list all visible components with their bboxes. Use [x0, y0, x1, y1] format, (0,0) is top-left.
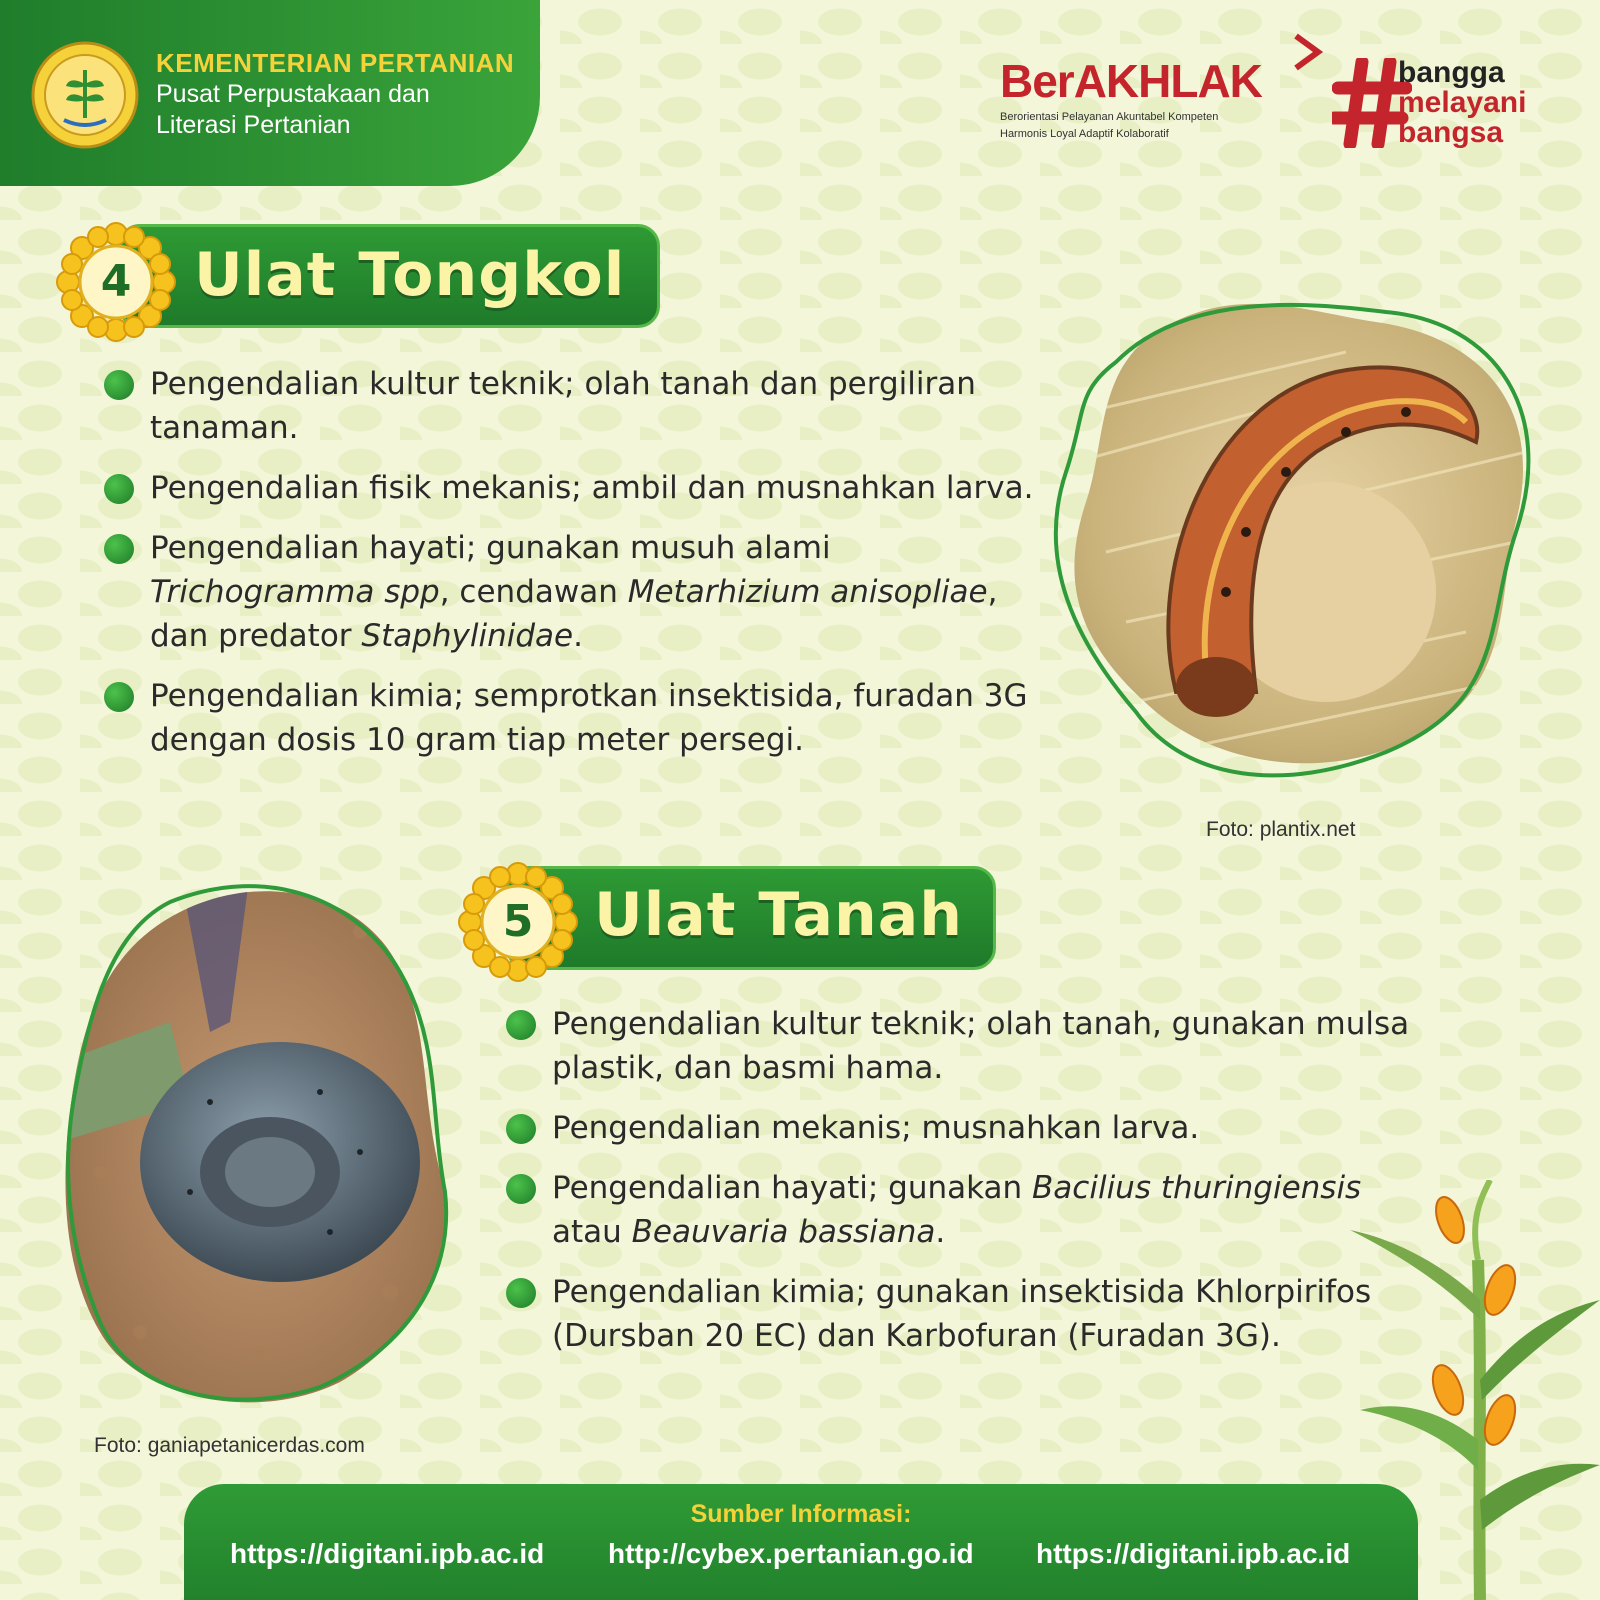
section5-photo-credit: Foto: ganiapetanicerdas.com: [94, 1434, 365, 1457]
item-text: Pengendalian mekanis; musnahkan larva.: [552, 1110, 1200, 1146]
list-item: [104, 526, 1054, 658]
list-item: [506, 1106, 1426, 1150]
bullet-dot-icon: [506, 1010, 536, 1040]
item-text: Pengendalian kultur teknik; olah tanah, gunakan mulsa plastik, dan basmi hama.: [552, 1006, 1410, 1086]
bullet-dot-icon: [104, 370, 134, 400]
source-link-3[interactable]: https://digitani.ipb.ac.id: [1036, 1538, 1351, 1569]
bullet-dot-icon: [104, 682, 134, 712]
chevron-icon: [1290, 32, 1326, 72]
list-item: [104, 362, 1054, 450]
ulat-tongkol-photo: [1046, 292, 1566, 802]
organization-name: [156, 48, 514, 141]
bullet-dot-icon: [506, 1114, 536, 1144]
org-unit-line1: Pusat Perpustakaan dan: [156, 80, 430, 108]
item-text: atau: [552, 1214, 632, 1250]
item-text: Pengendalian hayati; gunakan: [552, 1170, 1033, 1206]
berakhlak-word: BerAKHLAK: [1000, 55, 1262, 107]
section4-number: 4: [100, 256, 132, 307]
list-item: [104, 674, 1054, 762]
ulat-tanah-photo: [60, 872, 460, 1422]
item-text: Pengendalian kultur teknik; olah tanah dan pergiliran tanaman.: [150, 366, 976, 446]
ministry-logo: [30, 40, 140, 150]
species-name: Metarhizium anisopliae: [627, 574, 988, 610]
species-name: Trichogramma spp: [150, 574, 440, 610]
berakhlak-sub2: Harmonis Loyal Adaptif Kolaboratif: [1000, 128, 1169, 140]
bullet-dot-icon: [104, 474, 134, 504]
bangga-line3: bangsa: [1398, 116, 1504, 149]
section5-number: 5: [502, 896, 534, 947]
section5-title: Ulat Tanah: [594, 880, 963, 950]
item-text: .: [573, 618, 583, 654]
bangga-line2: melayani: [1398, 86, 1527, 119]
source-link-2[interactable]: http://cybex.pertanian.go.id: [608, 1538, 974, 1569]
species-name: Bacilius thuringiensis: [1032, 1170, 1362, 1206]
bullet-dot-icon: [104, 534, 134, 564]
berakhlak-logo: [1000, 54, 1262, 142]
list-item: [506, 1166, 1426, 1254]
sources-label: Sumber Informasi:: [690, 1500, 912, 1528]
species-name: Beauvaria bassiana: [631, 1214, 936, 1250]
bangga-line1: bangga: [1398, 56, 1505, 89]
item-text: Pengendalian hayati; gunakan musuh alami: [150, 530, 831, 566]
species-name: Staphylinidae: [361, 618, 574, 654]
item-text: Pengendalian kimia; gunakan insektisida Khlorpirifos (Dursban 20 EC) dan Karbofuran (Furadan 3G).: [552, 1274, 1372, 1354]
item-text: , dan predator: [150, 574, 998, 654]
org-ministry: KEMENTERIAN PERTANIAN: [156, 48, 515, 78]
section4-title: Ulat Tongkol: [194, 240, 626, 310]
list-item: [506, 1270, 1426, 1358]
item-text: .: [935, 1214, 946, 1250]
section4-photo-credit: Foto: plantix.net: [1206, 818, 1356, 841]
item-text: Pengendalian kimia; semprotkan insektisida, furadan 3G dengan dosis 10 gram tiap meter persegi.: [150, 678, 1028, 758]
berakhlak-sub1: Berorientasi Pelayanan Akuntabel Kompeten: [1000, 111, 1219, 123]
source-link-1[interactable]: https://digitani.ipb.ac.id: [230, 1538, 545, 1569]
section5-list: [506, 1002, 1426, 1374]
section4-list: [104, 362, 1054, 778]
bullet-dot-icon: [506, 1278, 536, 1308]
footer-sources: [184, 1484, 1418, 1600]
bullet-dot-icon: [506, 1174, 536, 1204]
item-text: , cendawan: [439, 574, 628, 610]
item-text: Pengendalian fisik mekanis; ambil dan musnahkan larva.: [150, 470, 1034, 506]
org-unit-line2: Literasi Pertanian: [156, 111, 351, 139]
list-item: [506, 1002, 1426, 1090]
list-item: [104, 466, 1054, 510]
